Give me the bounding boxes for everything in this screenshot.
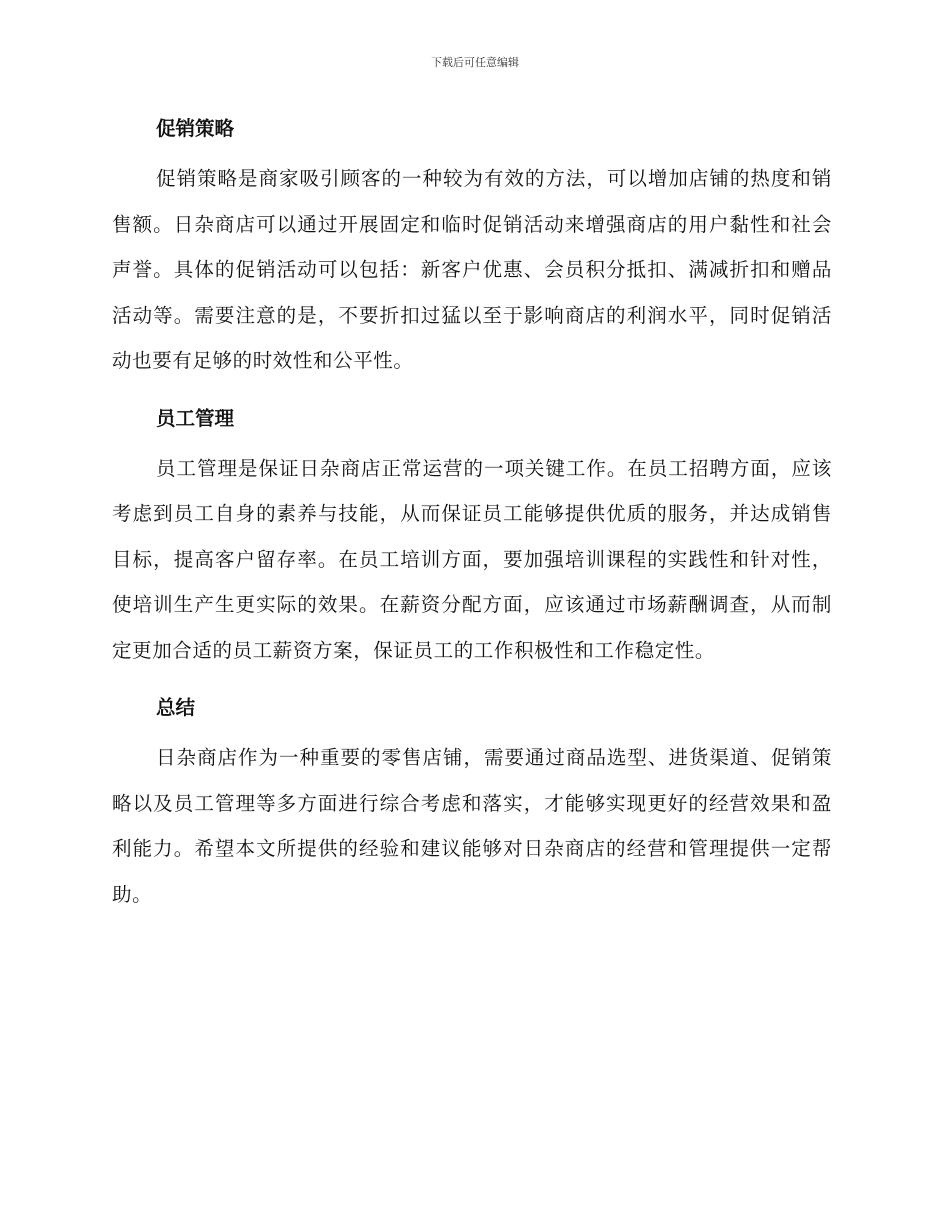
- section-paragraph: 日杂商店作为一种重要的零售店铺，需要通过商品选型、进货渠道、促销策略以及员工管理等多方面进行综合考虑和落实，才能够实现更好的经营效果和盈利能力。希望本文所提供的经验和建议能够对日杂商店的经营和管理提供一定帮助。: [112, 746, 832, 906]
- section-heading: 总结: [156, 696, 196, 719]
- section-summary: [112, 693, 832, 917]
- section-heading: 员工管理: [156, 406, 235, 430]
- section-heading: 促销策略: [156, 117, 235, 140]
- section-staff-management: [112, 404, 832, 674]
- document-body: [112, 110, 832, 917]
- page-header: 下载后可任意编辑: [431, 56, 519, 69]
- section-paragraph: 员工管理是保证日杂商店正常运营的一项关键工作。在员工招聘方面，应该考虑到员工自身的素养与技能，从而保证员工能够提供优质的服务，并达成销售目标，提高客户留存率。在员工培训方面，要加强培训课程的实践性和针对性，使培训生产生更实际的效果。在薪资分配方面，应该通过市场薪酬调查，从而制定更加合适的员工薪资方案，保证员工的工作积极性和工作稳定性。: [112, 456, 832, 662]
- section-promotion-strategy: [112, 114, 832, 384]
- section-paragraph: 促销策略是商家吸引顾客的一种较为有效的方法，可以增加店铺的热度和销售额。日杂商店可以通过开展固定和临时促销活动来增强商店的用户黏性和社会声誉。具体的促销活动可以包括：新客户优惠、会员积分抵扣、满减折扣和赠品活动等。需要注意的是，不要折扣过猛以至于影响商店的利润水平，同时促销活动也要有足够的时效性和公平性。: [112, 167, 832, 372]
